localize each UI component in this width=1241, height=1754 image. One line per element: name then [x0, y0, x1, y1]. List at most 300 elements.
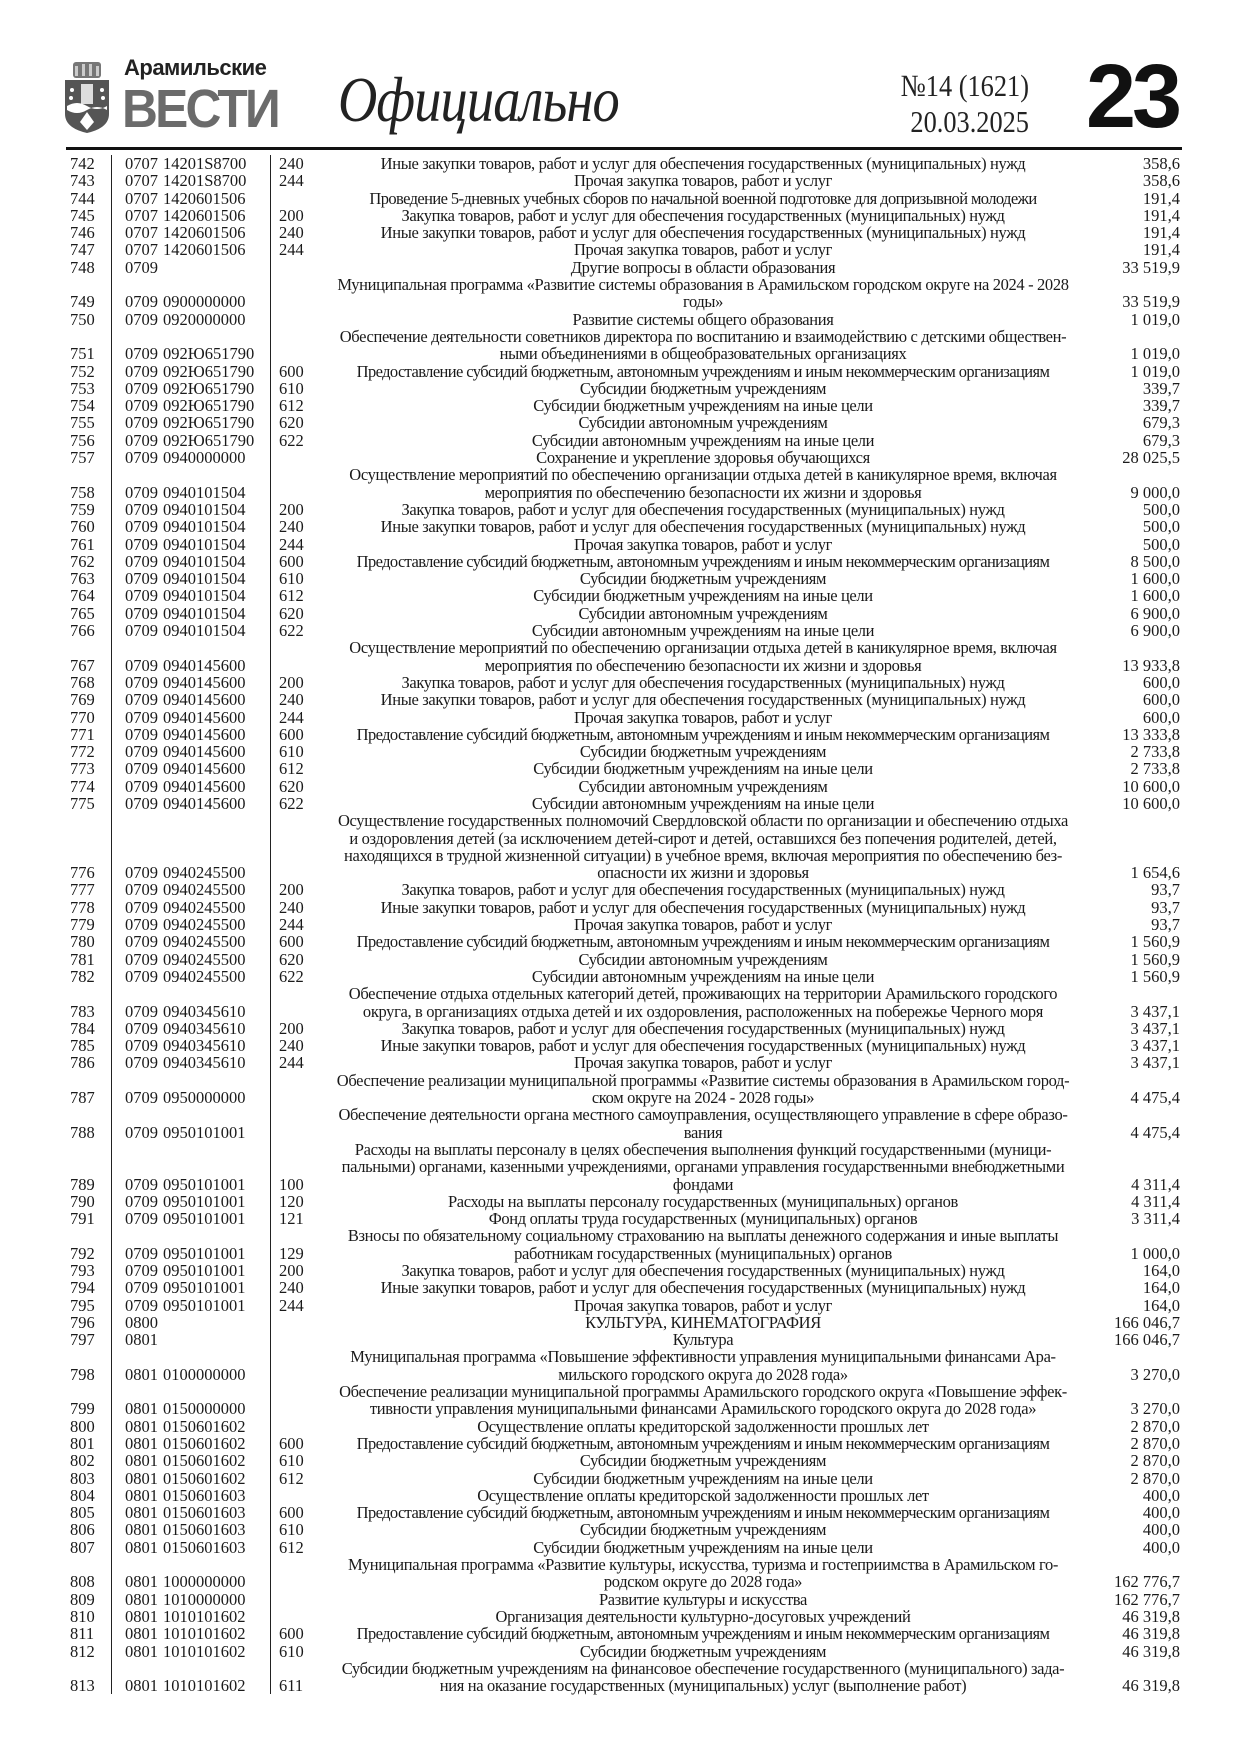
table-row [66, 1262, 1182, 1279]
row-number: 788 [66, 1106, 112, 1141]
row-description: Субсидии автономным учреждениям [578, 776, 828, 796]
row-number: 758 [66, 466, 112, 501]
table-row [66, 380, 1182, 397]
row-amount: 1 019,0 [1130, 344, 1180, 364]
row-description: Предоставление субсидий бюджетным, автономным учреждениям и иным некоммерческим организациям [356, 1503, 1050, 1523]
table-row [66, 276, 1182, 311]
expense-type-code: 200 [279, 672, 304, 692]
row-description: Предоставление субсидий бюджетным, автономным учреждениям и иным некоммерческим организациям [356, 1433, 1050, 1453]
row-description: Культура [672, 1330, 734, 1350]
row-description: Проведение 5-дневных учебных сборов по начальной военной подготовке для допризывной молодежи [369, 188, 1037, 208]
expense-type-code: 244 [279, 534, 304, 554]
table-row [66, 449, 1182, 466]
target-article-code: 0940101504 [162, 622, 271, 639]
row-number: 770 [66, 709, 112, 726]
row-amount: 9 000,0 [1130, 482, 1180, 502]
row-description: Прочая закупка товаров, работ и услуг [573, 534, 833, 554]
target-article-code: 1010101602 [162, 1625, 271, 1642]
row-amount: 679,3 [1142, 413, 1180, 433]
row-description: Осуществление оплаты кредиторской задолженности прошлых лет [477, 1485, 929, 1505]
target-article-code: 0150601603 [162, 1539, 271, 1556]
city-coat-of-arms-icon [63, 60, 111, 134]
row-amount: 162 776,7 [1114, 1589, 1180, 1609]
row-description: Субсидии бюджетным учреждениям [579, 378, 827, 398]
target-article-code: 1000000000 [162, 1556, 271, 1591]
section-code: 0709 [125, 655, 158, 675]
table-row [66, 1279, 1182, 1296]
row-amount: 6 900,0 [1130, 603, 1180, 623]
expense-type-code: 240 [279, 517, 304, 537]
row-number: 801 [66, 1435, 112, 1452]
section-code: 0709 [125, 603, 158, 623]
row-number: 759 [66, 501, 112, 518]
table-row [66, 1539, 1182, 1556]
table-row [66, 397, 1182, 414]
section-code: 0801 [125, 1676, 158, 1696]
row-number: 749 [66, 276, 112, 311]
table-row [66, 1556, 1182, 1591]
row-amount: 191,4 [1142, 188, 1180, 208]
target-article-code: 0150601602 [162, 1418, 271, 1435]
target-article-code: 0940245500 [162, 933, 271, 950]
row-number: 769 [66, 691, 112, 708]
expense-type-code: 200 [279, 205, 304, 225]
row-amount: 500,0 [1142, 499, 1180, 519]
expense-type-code: 610 [279, 1520, 304, 1540]
row-amount: 93,7 [1151, 915, 1180, 935]
expense-type-code: 600 [279, 1503, 304, 1523]
row-description: Муниципальная программа «Повышение эффективности управления муниципальными финансами Ара- мильского городского округа до 2028 года» [350, 1347, 1056, 1384]
table-row [66, 1608, 1182, 1625]
target-article-code: 0940101504 [162, 605, 271, 622]
row-number: 765 [66, 605, 112, 622]
section-code: 0709 [125, 759, 158, 779]
row-amount: 1 654,6 [1130, 863, 1180, 883]
row-number: 748 [66, 259, 112, 276]
table-row [66, 1660, 1182, 1695]
row-description: Иные закупки товаров, работ и услуг для обеспечения государственных (муниципальных) нужд [380, 154, 1026, 173]
issue-info [901, 68, 1029, 140]
row-description: Прочая закупка товаров, работ и услуг [573, 915, 833, 935]
row-amount: 2 870,0 [1130, 1451, 1180, 1471]
row-number: 761 [66, 536, 112, 553]
section-code: 0709 [125, 396, 158, 416]
table-row [66, 795, 1182, 812]
section-code: 0709 [125, 1088, 158, 1108]
table-row [66, 1210, 1182, 1227]
section-code: 0709 [125, 361, 158, 381]
target-article-code: 0940145600 [162, 709, 271, 726]
table-row [66, 1452, 1182, 1469]
expense-type-code: 600 [279, 551, 304, 571]
row-number: 793 [66, 1262, 112, 1279]
row-amount: 6 900,0 [1130, 621, 1180, 641]
row-description: Прочая закупка товаров, работ и услуг [573, 1053, 833, 1073]
row-amount: 166 046,7 [1114, 1330, 1180, 1350]
row-number: 742 [66, 155, 112, 172]
row-number: 808 [66, 1556, 112, 1591]
row-amount: 162 776,7 [1114, 1572, 1180, 1592]
row-description: Предоставление субсидий бюджетным, автономным учреждениям и иным некоммерческим организациям [356, 361, 1050, 381]
row-amount: 93,7 [1151, 897, 1180, 917]
table-row [66, 916, 1182, 933]
row-number: 753 [66, 380, 112, 397]
table-row [66, 691, 1182, 708]
section-code: 0709 [125, 1261, 158, 1280]
row-description: Расходы на выплаты персоналу в целях обеспечения выполнения функций государственными (муници- пальными) органами, казенными учреждениями, органами управления государственными внебюджетными фондами [341, 1139, 1065, 1194]
expense-type-code: 200 [279, 880, 304, 900]
row-number: 786 [66, 1054, 112, 1071]
row-number: 789 [66, 1141, 112, 1193]
table-row [66, 760, 1182, 777]
target-article-code: 092Ю651790 [162, 328, 271, 363]
row-number: 752 [66, 363, 112, 380]
row-amount: 600,0 [1142, 690, 1180, 710]
section-code: 0709 [125, 344, 158, 364]
row-number: 745 [66, 207, 112, 224]
row-description: Обеспечение реализации муниципальной программы «Развитие системы образования в Арамильском город- ском округе на 2024 - 2028 годы» [336, 1070, 1070, 1108]
row-description: Расходы на выплаты персоналу государственных (муниципальных) органов [447, 1191, 959, 1211]
target-article-code: 0950101001 [162, 1297, 271, 1314]
row-amount: 339,7 [1142, 396, 1180, 416]
target-article-code: 1420601506 [162, 207, 271, 224]
row-number: 756 [66, 432, 112, 449]
row-number: 771 [66, 726, 112, 743]
target-article-code: 0940101504 [162, 466, 271, 501]
target-article-code: 0940245500 [162, 968, 271, 985]
row-number: 797 [66, 1331, 112, 1348]
row-number: 804 [66, 1487, 112, 1504]
section-code: 0709 [125, 793, 158, 813]
section-code: 0801 [125, 1624, 158, 1644]
target-article-code [162, 1331, 271, 1348]
section-code: 0709 [125, 378, 158, 398]
row-amount: 3 270,0 [1130, 1364, 1180, 1384]
row-description: Субсидии бюджетным учреждениям на иные цели [533, 586, 873, 606]
row-description: Предоставление субсидий бюджетным, автономным учреждениям и иным некоммерческим организациям [356, 551, 1050, 571]
row-amount: 46 319,8 [1122, 1606, 1180, 1626]
section-code: 0801 [125, 1451, 158, 1471]
row-number: 792 [66, 1227, 112, 1262]
row-number: 760 [66, 518, 112, 535]
row-number: 812 [66, 1643, 112, 1660]
row-amount: 600,0 [1142, 707, 1180, 727]
row-amount: 46 319,8 [1122, 1676, 1180, 1696]
row-description: Закупка товаров, работ и услуг для обеспечения государственных (муниципальных) нужд [401, 880, 1005, 900]
target-article-code: 0950101001 [162, 1262, 271, 1279]
row-amount: 8 500,0 [1130, 551, 1180, 571]
row-number: 813 [66, 1660, 112, 1695]
table-row [66, 414, 1182, 431]
section-code: 0709 [125, 482, 158, 502]
expense-type-code: 620 [279, 949, 304, 969]
section-code: 0709 [125, 966, 158, 986]
row-amount: 166 046,7 [1114, 1312, 1180, 1332]
row-amount: 164,0 [1142, 1295, 1180, 1315]
expense-type-code: 244 [279, 1053, 304, 1073]
row-amount: 164,0 [1142, 1261, 1180, 1280]
row-description: Субсидии бюджетным учреждениям на иные цели [533, 396, 873, 416]
row-amount: 10 600,0 [1122, 793, 1180, 813]
target-article-code: 0150601602 [162, 1470, 271, 1487]
section-code: 0801 [125, 1537, 158, 1557]
table-row [66, 207, 1182, 224]
section-code: 0709 [125, 1053, 158, 1073]
target-article-code: 0900000000 [162, 276, 271, 311]
row-amount: 358,6 [1142, 154, 1180, 173]
row-number: 764 [66, 587, 112, 604]
row-amount: 46 319,8 [1122, 1641, 1180, 1661]
target-article-code: 0940245500 [162, 812, 271, 881]
target-article-code: 0940101504 [162, 501, 271, 518]
target-article-code: 0940145600 [162, 778, 271, 795]
section-code: 0707 [125, 205, 158, 225]
row-amount: 1 560,9 [1130, 932, 1180, 952]
table-row [66, 1348, 1182, 1383]
row-description: Субсидии бюджетным учреждениям [579, 1520, 827, 1540]
target-article-code: 092Ю651790 [162, 432, 271, 449]
row-description: Прочая закупка товаров, работ и услуг [573, 171, 833, 191]
row-number: 785 [66, 1037, 112, 1054]
table-row [66, 1297, 1182, 1314]
row-description: КУЛЬТУРА, КИНЕМАТОГРАФИЯ [585, 1312, 821, 1332]
table-row [66, 1020, 1182, 1037]
target-article-code: 14201S8700 [162, 172, 271, 189]
row-description: Обеспечение отдыха отдельных категорий детей, проживающих на территории Арамильского городского округа, в организациях отдыха детей и их оздоровления, расположенных на побережье Черного моря [348, 984, 1058, 1021]
row-description: Субсидии бюджетным учреждениям на иные цели [533, 1537, 873, 1557]
row-description: Субсидии автономным учреждениям [578, 603, 828, 623]
row-number: 811 [66, 1625, 112, 1642]
table-row [66, 1643, 1182, 1660]
section-code: 0709 [125, 897, 158, 917]
expense-type-code: 244 [279, 1295, 304, 1315]
row-description: Субсидии бюджетным учреждениям [579, 1451, 827, 1471]
table-row [66, 899, 1182, 916]
target-article-code [162, 259, 271, 276]
row-amount: 2 870,0 [1130, 1416, 1180, 1436]
row-number: 798 [66, 1348, 112, 1383]
row-number: 807 [66, 1539, 112, 1556]
row-description: Субсидии автономным учреждениям на иные цели [531, 621, 875, 641]
expense-type-code: 610 [279, 1451, 304, 1471]
row-description: Муниципальная программа «Развитие культуры, искусства, туризма и гостеприимства в Арамильском го- родском округе до 2028 года» [347, 1555, 1059, 1592]
row-number: 776 [66, 812, 112, 881]
row-description: Иные закупки товаров, работ и услуг для обеспечения государственных (муниципальных) нужд [380, 1278, 1026, 1298]
row-amount: 679,3 [1142, 430, 1180, 450]
row-description: Субсидии автономным учреждениям на иные цели [531, 793, 875, 813]
section-code: 0801 [125, 1468, 158, 1488]
row-amount: 1 000,0 [1130, 1243, 1180, 1263]
section-code: 0709 [125, 413, 158, 433]
target-article-code: 0950000000 [162, 1072, 271, 1107]
row-description: Иные закупки товаров, работ и услуг для обеспечения государственных (муниципальных) нужд [380, 690, 1026, 710]
section-code: 0709 [125, 292, 158, 312]
row-number: 773 [66, 760, 112, 777]
row-number: 781 [66, 951, 112, 968]
table-row [66, 587, 1182, 604]
expense-type-code: 240 [279, 897, 304, 917]
row-amount: 1 019,0 [1130, 309, 1180, 329]
table-row [66, 985, 1182, 1020]
expense-type-code: 600 [279, 724, 304, 744]
table-row [66, 536, 1182, 553]
row-amount: 1 600,0 [1130, 586, 1180, 606]
target-article-code: 0940245500 [162, 951, 271, 968]
row-amount: 358,6 [1142, 171, 1180, 191]
expense-type-code: 622 [279, 966, 304, 986]
row-number: 751 [66, 328, 112, 363]
target-article-code: 0920000000 [162, 311, 271, 328]
section-code: 0709 [125, 586, 158, 606]
section-code: 0800 [125, 1312, 158, 1332]
target-article-code: 0950101001 [162, 1193, 271, 1210]
target-article-code: 0940145600 [162, 639, 271, 674]
section-code: 0801 [125, 1399, 158, 1419]
expense-type-code: 610 [279, 742, 304, 762]
target-article-code: 0950101001 [162, 1210, 271, 1227]
expense-type-code: 611 [279, 1676, 304, 1696]
table-row [66, 328, 1182, 363]
section-code: 0801 [125, 1572, 158, 1592]
section-code: 0801 [125, 1641, 158, 1661]
target-article-code: 0150601603 [162, 1487, 271, 1504]
table-row [66, 570, 1182, 587]
section-code: 0709 [125, 672, 158, 692]
row-description: Осуществление оплаты кредиторской задолженности прошлых лет [477, 1416, 929, 1436]
row-number: 757 [66, 449, 112, 466]
row-description: Субсидии бюджетным учреждениям [579, 569, 827, 589]
expense-type-code: 620 [279, 413, 304, 433]
row-description: Муниципальная программа «Развитие системы образования в Арамильском городском округе на 2024 - 2028 годы» [337, 275, 1069, 312]
section-code: 0709 [125, 534, 158, 554]
target-article-code: 0940345610 [162, 1020, 271, 1037]
row-description: Прочая закупка товаров, работ и услуг [573, 707, 833, 727]
table-row [66, 605, 1182, 622]
table-row [66, 155, 1182, 172]
section-code: 0709 [125, 1278, 158, 1298]
expense-type-code: 240 [279, 1278, 304, 1298]
expense-type-code: 622 [279, 621, 304, 641]
row-description: Субсидии автономным учреждениям [578, 413, 828, 433]
row-description: Предоставление субсидий бюджетным, автономным учреждениям и иным некоммерческим организациям [356, 724, 1050, 744]
row-description: Прочая закупка товаров, работ и услуг [573, 1295, 833, 1315]
row-amount: 2 733,8 [1130, 759, 1180, 779]
target-article-code: 0940101504 [162, 570, 271, 587]
target-article-code [162, 1314, 271, 1331]
row-number: 774 [66, 778, 112, 795]
section-code: 0707 [125, 154, 158, 173]
row-number: 791 [66, 1210, 112, 1227]
target-article-code: 0950101001 [162, 1106, 271, 1141]
expense-type-code: 200 [279, 1018, 304, 1038]
table-row [66, 1072, 1182, 1107]
expense-type-code: 244 [279, 171, 304, 191]
table-row [66, 241, 1182, 258]
row-amount: 3 437,1 [1130, 1036, 1180, 1056]
target-article-code: 0940101504 [162, 587, 271, 604]
table-row [66, 1141, 1182, 1193]
row-number: 803 [66, 1470, 112, 1487]
expense-type-code: 610 [279, 569, 304, 589]
row-amount: 13 933,8 [1122, 655, 1180, 675]
table-row [66, 674, 1182, 691]
section-code: 0801 [125, 1606, 158, 1626]
row-amount: 3 311,4 [1131, 1209, 1180, 1229]
row-description: Закупка товаров, работ и услуг для обеспечения государственных (муниципальных) нужд [401, 1018, 1005, 1038]
table-row [66, 1504, 1182, 1521]
row-description: Закупка товаров, работ и услуг для обеспечения государственных (муниципальных) нужд [401, 1261, 1005, 1280]
row-description: Организация деятельности культурно-досуговых учреждений [495, 1606, 911, 1626]
section-code: 0801 [125, 1589, 158, 1609]
newspaper-name-main: ВЕСТИ [122, 79, 278, 139]
section-code: 0801 [125, 1330, 158, 1350]
row-description: Обеспечение реализации муниципальной программы Арамильского городского округа «Повышение эффек- тивности управления муниципальными финансами Арамильского городского округа до 2028 года» [339, 1382, 1067, 1419]
row-description: Субсидии бюджетным учреждениям [579, 742, 827, 762]
table-row [66, 639, 1182, 674]
row-description: Обеспечение деятельности советников директора по воспитанию и взаимодействию с детскими обществен- ными объединениями в общеобразовательных организациях [339, 326, 1067, 364]
row-description: Субсидии автономным учреждениям на иные цели [531, 966, 875, 986]
row-amount: 3 437,1 [1130, 1001, 1180, 1021]
row-number: 754 [66, 397, 112, 414]
table-row [66, 518, 1182, 535]
expense-type-code: 244 [279, 915, 304, 935]
expense-type-code: 244 [279, 240, 304, 260]
section-code: 0801 [125, 1485, 158, 1505]
newspaper-name-top: Арамильские [124, 55, 267, 80]
section-code: 0709 [125, 551, 158, 571]
expense-type-code: 620 [279, 603, 304, 623]
row-number: 772 [66, 743, 112, 760]
section-code: 0709 [125, 724, 158, 744]
row-description: Предоставление субсидий бюджетным, автономным учреждениям и иным некоммерческим организациям [356, 932, 1050, 952]
row-description: Субсидии автономным учреждениям [578, 949, 828, 969]
table-row [66, 501, 1182, 518]
section-code: 0709 [125, 742, 158, 762]
table-row [66, 622, 1182, 639]
target-article-code: 0150601603 [162, 1504, 271, 1521]
row-number: 746 [66, 224, 112, 241]
row-description: Осуществление мероприятий по обеспечению организации отдыха детей в каникулярное время, включая мероприятия по обеспечению безопасности их жизни и здоровья [349, 638, 1057, 675]
row-description: Закупка товаров, работ и услуг для обеспечения государственных (муниципальных) нужд [401, 205, 1005, 225]
target-article-code: 092Ю651790 [162, 414, 271, 431]
target-article-code: 0940145600 [162, 674, 271, 691]
section-code: 0801 [125, 1364, 158, 1384]
target-article-code: 0100000000 [162, 1348, 271, 1383]
target-article-code: 1010101602 [162, 1660, 271, 1695]
row-amount: 33 519,9 [1122, 292, 1180, 312]
expense-type-code: 612 [279, 1468, 304, 1488]
table-row [66, 363, 1182, 380]
table-row [66, 726, 1182, 743]
target-article-code: 14201S8700 [162, 155, 271, 172]
expense-type-code: 600 [279, 361, 304, 381]
target-article-code: 0950101001 [162, 1227, 271, 1262]
target-article-code: 092Ю651790 [162, 397, 271, 414]
expense-type-code: 100 [279, 1174, 304, 1194]
row-amount: 2 870,0 [1130, 1468, 1180, 1488]
table-row [66, 812, 1182, 881]
row-amount: 13 333,8 [1122, 724, 1180, 744]
row-number: 755 [66, 414, 112, 431]
row-description: Фонд оплаты труда государственных (муниципальных) органов [488, 1209, 918, 1229]
row-amount: 400,0 [1142, 1520, 1180, 1540]
row-number: 790 [66, 1193, 112, 1210]
row-amount: 400,0 [1142, 1485, 1180, 1505]
table-row [66, 1106, 1182, 1141]
row-amount: 2 733,8 [1130, 742, 1180, 762]
row-number: 750 [66, 311, 112, 328]
section-code: 0709 [125, 1191, 158, 1211]
